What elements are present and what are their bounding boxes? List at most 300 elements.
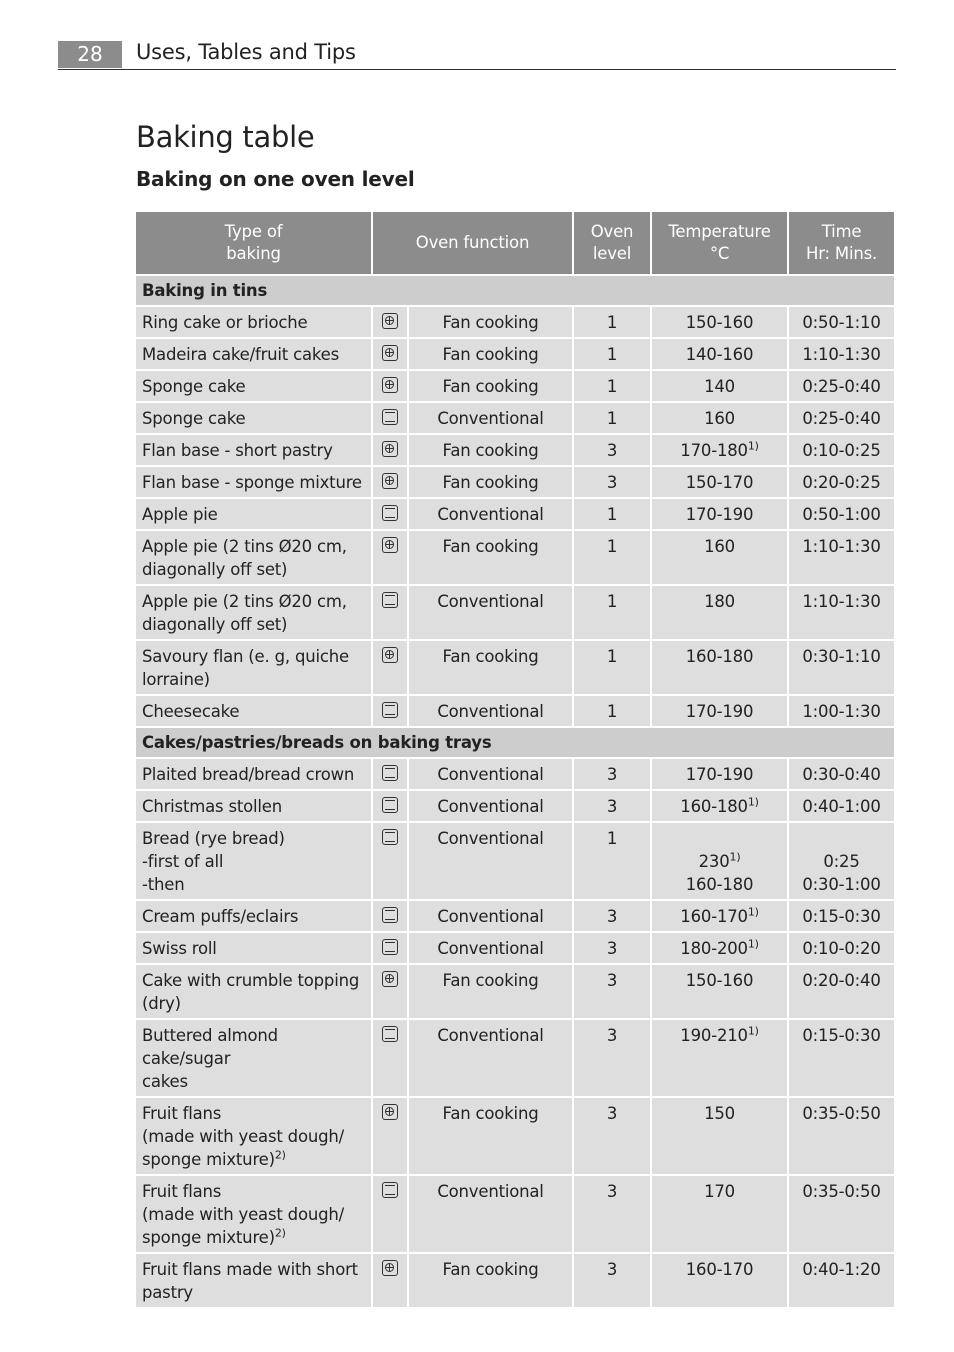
cell-time <box>789 759 894 789</box>
cell-baking-type <box>136 901 371 931</box>
cell-oven-level: 3 <box>574 467 650 497</box>
table-header-row <box>136 212 894 274</box>
cell-baking-type <box>136 371 371 401</box>
cell-text: 190-210 <box>680 1026 748 1045</box>
col-header-level <box>574 212 650 274</box>
col-header-time <box>789 212 894 274</box>
cell-oven-level: 1 <box>574 307 650 337</box>
cell-line <box>142 1125 365 1148</box>
cell-oven-level: 1 <box>574 339 650 369</box>
cell-baking-type <box>136 1254 371 1307</box>
cell-line <box>795 850 888 873</box>
fan-blade-shape <box>386 480 393 481</box>
cell-function-icon <box>373 823 407 899</box>
table-row <box>136 586 894 639</box>
cell-temperature <box>652 586 787 639</box>
cell-text: diagonally off set) <box>142 615 288 634</box>
cell-line <box>658 439 781 462</box>
table-row <box>136 435 894 465</box>
cell-baking-type <box>136 467 371 497</box>
cell-baking-type <box>136 499 371 529</box>
fan-cooking-icon <box>382 377 398 393</box>
fan-blade-shape <box>386 1267 393 1268</box>
cell-oven-function: Fan cooking <box>409 307 572 337</box>
cell-temperature <box>652 307 787 337</box>
cell-text: 150-170 <box>685 473 754 492</box>
cell-time <box>789 1098 894 1174</box>
cell-time <box>789 696 894 726</box>
page-subtitle: Baking on one oven level <box>136 167 415 191</box>
cell-line <box>142 645 365 668</box>
cell-text: 160-180 <box>685 647 754 666</box>
cell-time <box>789 531 894 584</box>
footnote-marker: 1) <box>747 905 759 919</box>
conventional-heating-icon <box>382 765 398 781</box>
cell-line <box>658 700 781 723</box>
cell-text: 160-170 <box>685 1260 754 1279</box>
cell-function-icon <box>373 901 407 931</box>
cell-function-icon <box>373 371 407 401</box>
cell-baking-type <box>136 339 371 369</box>
cell-time <box>789 435 894 465</box>
col-header-type <box>136 212 371 274</box>
cell-oven-function: Fan cooking <box>409 339 572 369</box>
cell-function-icon <box>373 1020 407 1096</box>
cell-line <box>658 795 781 818</box>
cell-text: Cream puffs/eclairs <box>142 907 299 926</box>
cell-text: 160-170 <box>680 907 748 926</box>
cell-text: Flan base - sponge mixture <box>142 473 362 492</box>
cell-line <box>142 992 365 1015</box>
cell-text: Bread (rye bread) <box>142 829 285 848</box>
cell-oven-function: Conventional <box>409 823 572 899</box>
cell-line <box>658 969 781 992</box>
cell-line <box>658 873 781 896</box>
cell-text: -first of all <box>142 852 224 871</box>
cell-baking-type <box>136 965 371 1018</box>
cell-temperature <box>652 965 787 1018</box>
cell-oven-function: Conventional <box>409 696 572 726</box>
cell-line <box>142 668 365 691</box>
cell-line <box>658 937 781 960</box>
cell-text: 0:40-1:00 <box>802 797 881 816</box>
cell-line <box>142 873 365 896</box>
cell-text: Swiss roll <box>142 939 217 958</box>
cell-temperature <box>652 531 787 584</box>
fan-cooking-icon <box>382 647 398 663</box>
fan-blade-shape <box>386 654 393 655</box>
cell-line <box>142 1281 365 1304</box>
col-header-type-line: baking <box>226 244 281 263</box>
cell-line <box>142 827 365 850</box>
cell-text: 160-180 <box>685 875 754 894</box>
cell-line <box>142 850 365 873</box>
cell-oven-level: 3 <box>574 435 650 465</box>
conventional-heating-icon <box>382 702 398 718</box>
conventional-heating-icon <box>382 1182 398 1198</box>
cell-text: Apple pie (2 tins Ø20 cm, <box>142 537 347 556</box>
cell-oven-function: Conventional <box>409 759 572 789</box>
col-header-level-line: Oven <box>590 222 634 241</box>
cell-text: 0:25-0:40 <box>802 409 881 428</box>
cell-text: 170-190 <box>685 765 754 784</box>
cell-text: Ring cake or brioche <box>142 313 308 332</box>
cell-oven-function: Fan cooking <box>409 371 572 401</box>
cell-oven-function: Fan cooking <box>409 965 572 1018</box>
cell-baking-type <box>136 435 371 465</box>
cell-text: 0:35-0:50 <box>802 1182 881 1201</box>
cell-text: 150-160 <box>685 313 754 332</box>
cell-text: (dry) <box>142 994 181 1013</box>
cell-oven-level: 1 <box>574 499 650 529</box>
cell-oven-level: 3 <box>574 791 650 821</box>
cell-function-icon <box>373 759 407 789</box>
table-row <box>136 1254 894 1307</box>
cell-text: 180-200 <box>680 939 748 958</box>
footnote-marker: 1) <box>747 795 759 809</box>
cell-text: 0:30-1:10 <box>802 647 881 666</box>
cell-line <box>142 1102 365 1125</box>
cell-line <box>658 1258 781 1281</box>
table-row <box>136 641 894 694</box>
section-row <box>136 276 894 305</box>
fan-cooking-icon <box>382 313 398 329</box>
cell-line <box>658 407 781 430</box>
cell-line <box>658 827 781 850</box>
cell-line <box>142 471 365 494</box>
cell-text: 0:10-0:20 <box>802 939 881 958</box>
cell-oven-function: Conventional <box>409 403 572 433</box>
cell-line <box>142 535 365 558</box>
fan-blade-shape <box>386 448 393 449</box>
cell-text: 0:15-0:30 <box>802 907 881 926</box>
cell-line <box>795 700 888 723</box>
cell-line <box>142 503 365 526</box>
cell-text: 0:50-1:10 <box>802 313 881 332</box>
cell-text: Fruit flans made with short <box>142 1260 358 1279</box>
cell-text: cakes <box>142 1072 188 1091</box>
cell-line <box>142 937 365 960</box>
cell-temperature <box>652 435 787 465</box>
cell-oven-level: 3 <box>574 759 650 789</box>
conventional-heating-icon <box>382 797 398 813</box>
cell-text: Sponge cake <box>142 409 246 428</box>
cell-line <box>795 503 888 526</box>
cell-text: Apple pie (2 tins Ø20 cm, <box>142 592 347 611</box>
cell-line <box>795 343 888 366</box>
cell-text: 1:00-1:30 <box>802 702 881 721</box>
footnote-marker: 1) <box>747 937 759 951</box>
table-row <box>136 759 894 789</box>
cell-oven-level: 1 <box>574 371 650 401</box>
cell-baking-type <box>136 823 371 899</box>
cell-text: Savoury flan (e. g, quiche <box>142 647 349 666</box>
cell-text: 0:50-1:00 <box>802 505 881 524</box>
cell-oven-level: 1 <box>574 531 650 584</box>
cell-function-icon <box>373 933 407 963</box>
cell-time <box>789 1254 894 1307</box>
cell-time <box>789 467 894 497</box>
table-row <box>136 499 894 529</box>
cell-function-icon <box>373 1176 407 1252</box>
cell-line <box>142 1203 365 1226</box>
cell-time <box>789 641 894 694</box>
cell-time <box>789 1020 894 1096</box>
cell-line <box>658 503 781 526</box>
cell-baking-type <box>136 403 371 433</box>
cell-text: 160 <box>704 537 735 556</box>
cell-function-icon <box>373 435 407 465</box>
cell-line <box>658 375 781 398</box>
cell-line <box>795 969 888 992</box>
cell-temperature <box>652 1098 787 1174</box>
cell-line <box>658 905 781 928</box>
cell-function-icon <box>373 641 407 694</box>
cell-oven-function: Fan cooking <box>409 435 572 465</box>
cell-baking-type <box>136 1020 371 1096</box>
table-row <box>136 791 894 821</box>
cell-line <box>658 471 781 494</box>
cell-temperature <box>652 499 787 529</box>
table-row <box>136 965 894 1018</box>
cell-line <box>142 1226 365 1249</box>
footnote-marker: 2) <box>274 1148 286 1162</box>
cell-time <box>789 403 894 433</box>
cell-temperature <box>652 901 787 931</box>
cell-text: 0:40-1:20 <box>802 1260 881 1279</box>
cell-line <box>795 873 888 896</box>
cell-text: 170-190 <box>685 702 754 721</box>
cell-function-icon <box>373 586 407 639</box>
cell-baking-type <box>136 1176 371 1252</box>
cell-text: 0:25-0:40 <box>802 377 881 396</box>
footnote-marker: 2) <box>274 1226 286 1240</box>
conventional-heating-icon <box>382 592 398 608</box>
cell-oven-level: 3 <box>574 1176 650 1252</box>
cell-baking-type <box>136 531 371 584</box>
table-row <box>136 403 894 433</box>
cell-time <box>789 791 894 821</box>
cell-function-icon <box>373 403 407 433</box>
conventional-heating-icon <box>382 409 398 425</box>
cell-line <box>142 1024 365 1070</box>
cell-line <box>795 375 888 398</box>
cell-oven-function: Conventional <box>409 901 572 931</box>
conventional-heating-icon <box>382 505 398 521</box>
cell-function-icon <box>373 696 407 726</box>
cell-line <box>142 343 365 366</box>
fan-blade-shape <box>386 352 393 353</box>
cell-line <box>795 1258 888 1281</box>
cell-line <box>142 795 365 818</box>
cell-line <box>658 645 781 668</box>
table-row <box>136 339 894 369</box>
cell-temperature <box>652 467 787 497</box>
cell-temperature <box>652 641 787 694</box>
page-number: 28 <box>58 41 122 68</box>
cell-line <box>142 763 365 786</box>
cell-baking-type <box>136 933 371 963</box>
cell-text: Flan base - short pastry <box>142 441 333 460</box>
cell-text: 0:15-0:30 <box>802 1026 881 1045</box>
cell-baking-type <box>136 1098 371 1174</box>
cell-function-icon <box>373 965 407 1018</box>
cell-temperature <box>652 759 787 789</box>
cell-text: 1:10-1:30 <box>802 537 881 556</box>
section-row <box>136 728 894 757</box>
cell-line <box>658 850 781 873</box>
cell-line <box>795 1024 888 1047</box>
cell-text: 170-190 <box>685 505 754 524</box>
conventional-heating-icon <box>382 939 398 955</box>
cell-oven-function: Conventional <box>409 1020 572 1096</box>
cell-text: Cake with crumble topping <box>142 971 360 990</box>
cell-time <box>789 586 894 639</box>
cell-line <box>658 590 781 613</box>
section-title: Baking in tins <box>136 276 894 305</box>
cell-text: Christmas stollen <box>142 797 282 816</box>
cell-line <box>142 375 365 398</box>
cell-function-icon <box>373 339 407 369</box>
cell-text: 170 <box>704 1182 735 1201</box>
footnote-marker: 1) <box>747 1024 759 1038</box>
cell-line <box>795 763 888 786</box>
cell-text: 170-180 <box>680 441 748 460</box>
cell-line <box>142 407 365 430</box>
table-body <box>136 276 894 1307</box>
cell-text: Buttered almond cake/sugar <box>142 1026 278 1068</box>
cell-time <box>789 965 894 1018</box>
table-row <box>136 1098 894 1174</box>
cell-time <box>789 499 894 529</box>
cell-temperature <box>652 933 787 963</box>
col-header-type-line: Type of <box>224 222 283 241</box>
table-row <box>136 696 894 726</box>
col-header-level-line: level <box>592 244 632 263</box>
cell-text: (made with yeast dough/ <box>142 1205 344 1224</box>
cell-function-icon <box>373 531 407 584</box>
cell-time <box>789 339 894 369</box>
cell-line <box>658 535 781 558</box>
cell-oven-level: 1 <box>574 823 650 899</box>
cell-baking-type <box>136 641 371 694</box>
fan-blade-shape <box>386 978 393 979</box>
cell-line <box>658 343 781 366</box>
cell-function-icon <box>373 307 407 337</box>
cell-oven-level: 1 <box>574 696 650 726</box>
footnote-marker: 1) <box>729 850 741 864</box>
cell-line <box>658 1024 781 1047</box>
cell-line <box>658 1180 781 1203</box>
cell-text: 150-160 <box>685 971 754 990</box>
cell-oven-function: Fan cooking <box>409 641 572 694</box>
cell-function-icon <box>373 1098 407 1174</box>
footnote-marker: 1) <box>747 439 759 453</box>
cell-text: Sponge cake <box>142 377 246 396</box>
cell-oven-function: Conventional <box>409 791 572 821</box>
table-row <box>136 823 894 899</box>
cell-time <box>789 901 894 931</box>
fan-cooking-icon <box>382 441 398 457</box>
cell-line <box>142 1148 365 1171</box>
cell-temperature <box>652 371 787 401</box>
section-header-title: Uses, Tables and Tips <box>136 40 356 64</box>
fan-cooking-icon <box>382 971 398 987</box>
cell-oven-level: 3 <box>574 1098 650 1174</box>
table-row <box>136 531 894 584</box>
table-row <box>136 901 894 931</box>
cell-text: -then <box>142 875 185 894</box>
cell-baking-type <box>136 791 371 821</box>
cell-text: Madeira cake/fruit cakes <box>142 345 340 364</box>
cell-text: 180 <box>704 592 735 611</box>
cell-line <box>142 700 365 723</box>
cell-text: 1:10-1:30 <box>802 345 881 364</box>
fan-blade-shape <box>386 544 393 545</box>
cell-time <box>789 823 894 899</box>
cell-function-icon <box>373 467 407 497</box>
cell-text: 0:30-0:40 <box>802 765 881 784</box>
col-header-temp-line: Temperature <box>668 222 771 241</box>
table-row <box>136 933 894 963</box>
fan-cooking-icon <box>382 345 398 361</box>
cell-oven-function: Fan cooking <box>409 1254 572 1307</box>
table-row <box>136 307 894 337</box>
page-title: Baking table <box>136 120 315 154</box>
cell-text: Apple pie <box>142 505 218 524</box>
cell-line <box>142 613 365 636</box>
cell-text: 140-160 <box>685 345 754 364</box>
cell-oven-level: 1 <box>574 641 650 694</box>
table-row <box>136 371 894 401</box>
cell-text: Fruit flans <box>142 1182 222 1201</box>
cell-text: 140 <box>704 377 735 396</box>
cell-line <box>142 1070 365 1093</box>
table-row <box>136 1020 894 1096</box>
fan-cooking-icon <box>382 537 398 553</box>
cell-line <box>142 1180 365 1203</box>
cell-temperature <box>652 1176 787 1252</box>
cell-temperature <box>652 791 787 821</box>
fan-cooking-icon <box>382 1104 398 1120</box>
fan-blade-shape <box>386 1111 393 1112</box>
cell-oven-level: 1 <box>574 586 650 639</box>
col-header-temperature <box>652 212 787 274</box>
cell-oven-function: Fan cooking <box>409 531 572 584</box>
cell-text: 0:10-0:25 <box>802 441 881 460</box>
cell-temperature <box>652 696 787 726</box>
baking-table <box>134 210 896 1309</box>
fan-blade-shape <box>386 320 393 321</box>
cell-text: pastry <box>142 1283 193 1302</box>
cell-temperature <box>652 339 787 369</box>
cell-text: Fruit flans <box>142 1104 222 1123</box>
cell-oven-level: 3 <box>574 965 650 1018</box>
cell-text: 0:20-0:40 <box>802 971 881 990</box>
cell-line <box>795 590 888 613</box>
cell-time <box>789 371 894 401</box>
cell-line <box>142 590 365 613</box>
cell-line <box>658 311 781 334</box>
table-row <box>136 1176 894 1252</box>
header-divider <box>58 69 896 70</box>
cell-text: 160 <box>704 409 735 428</box>
cell-line <box>795 1102 888 1125</box>
table-row <box>136 467 894 497</box>
cell-text: Plaited bread/bread crown <box>142 765 355 784</box>
cell-line <box>795 439 888 462</box>
cell-time <box>789 307 894 337</box>
